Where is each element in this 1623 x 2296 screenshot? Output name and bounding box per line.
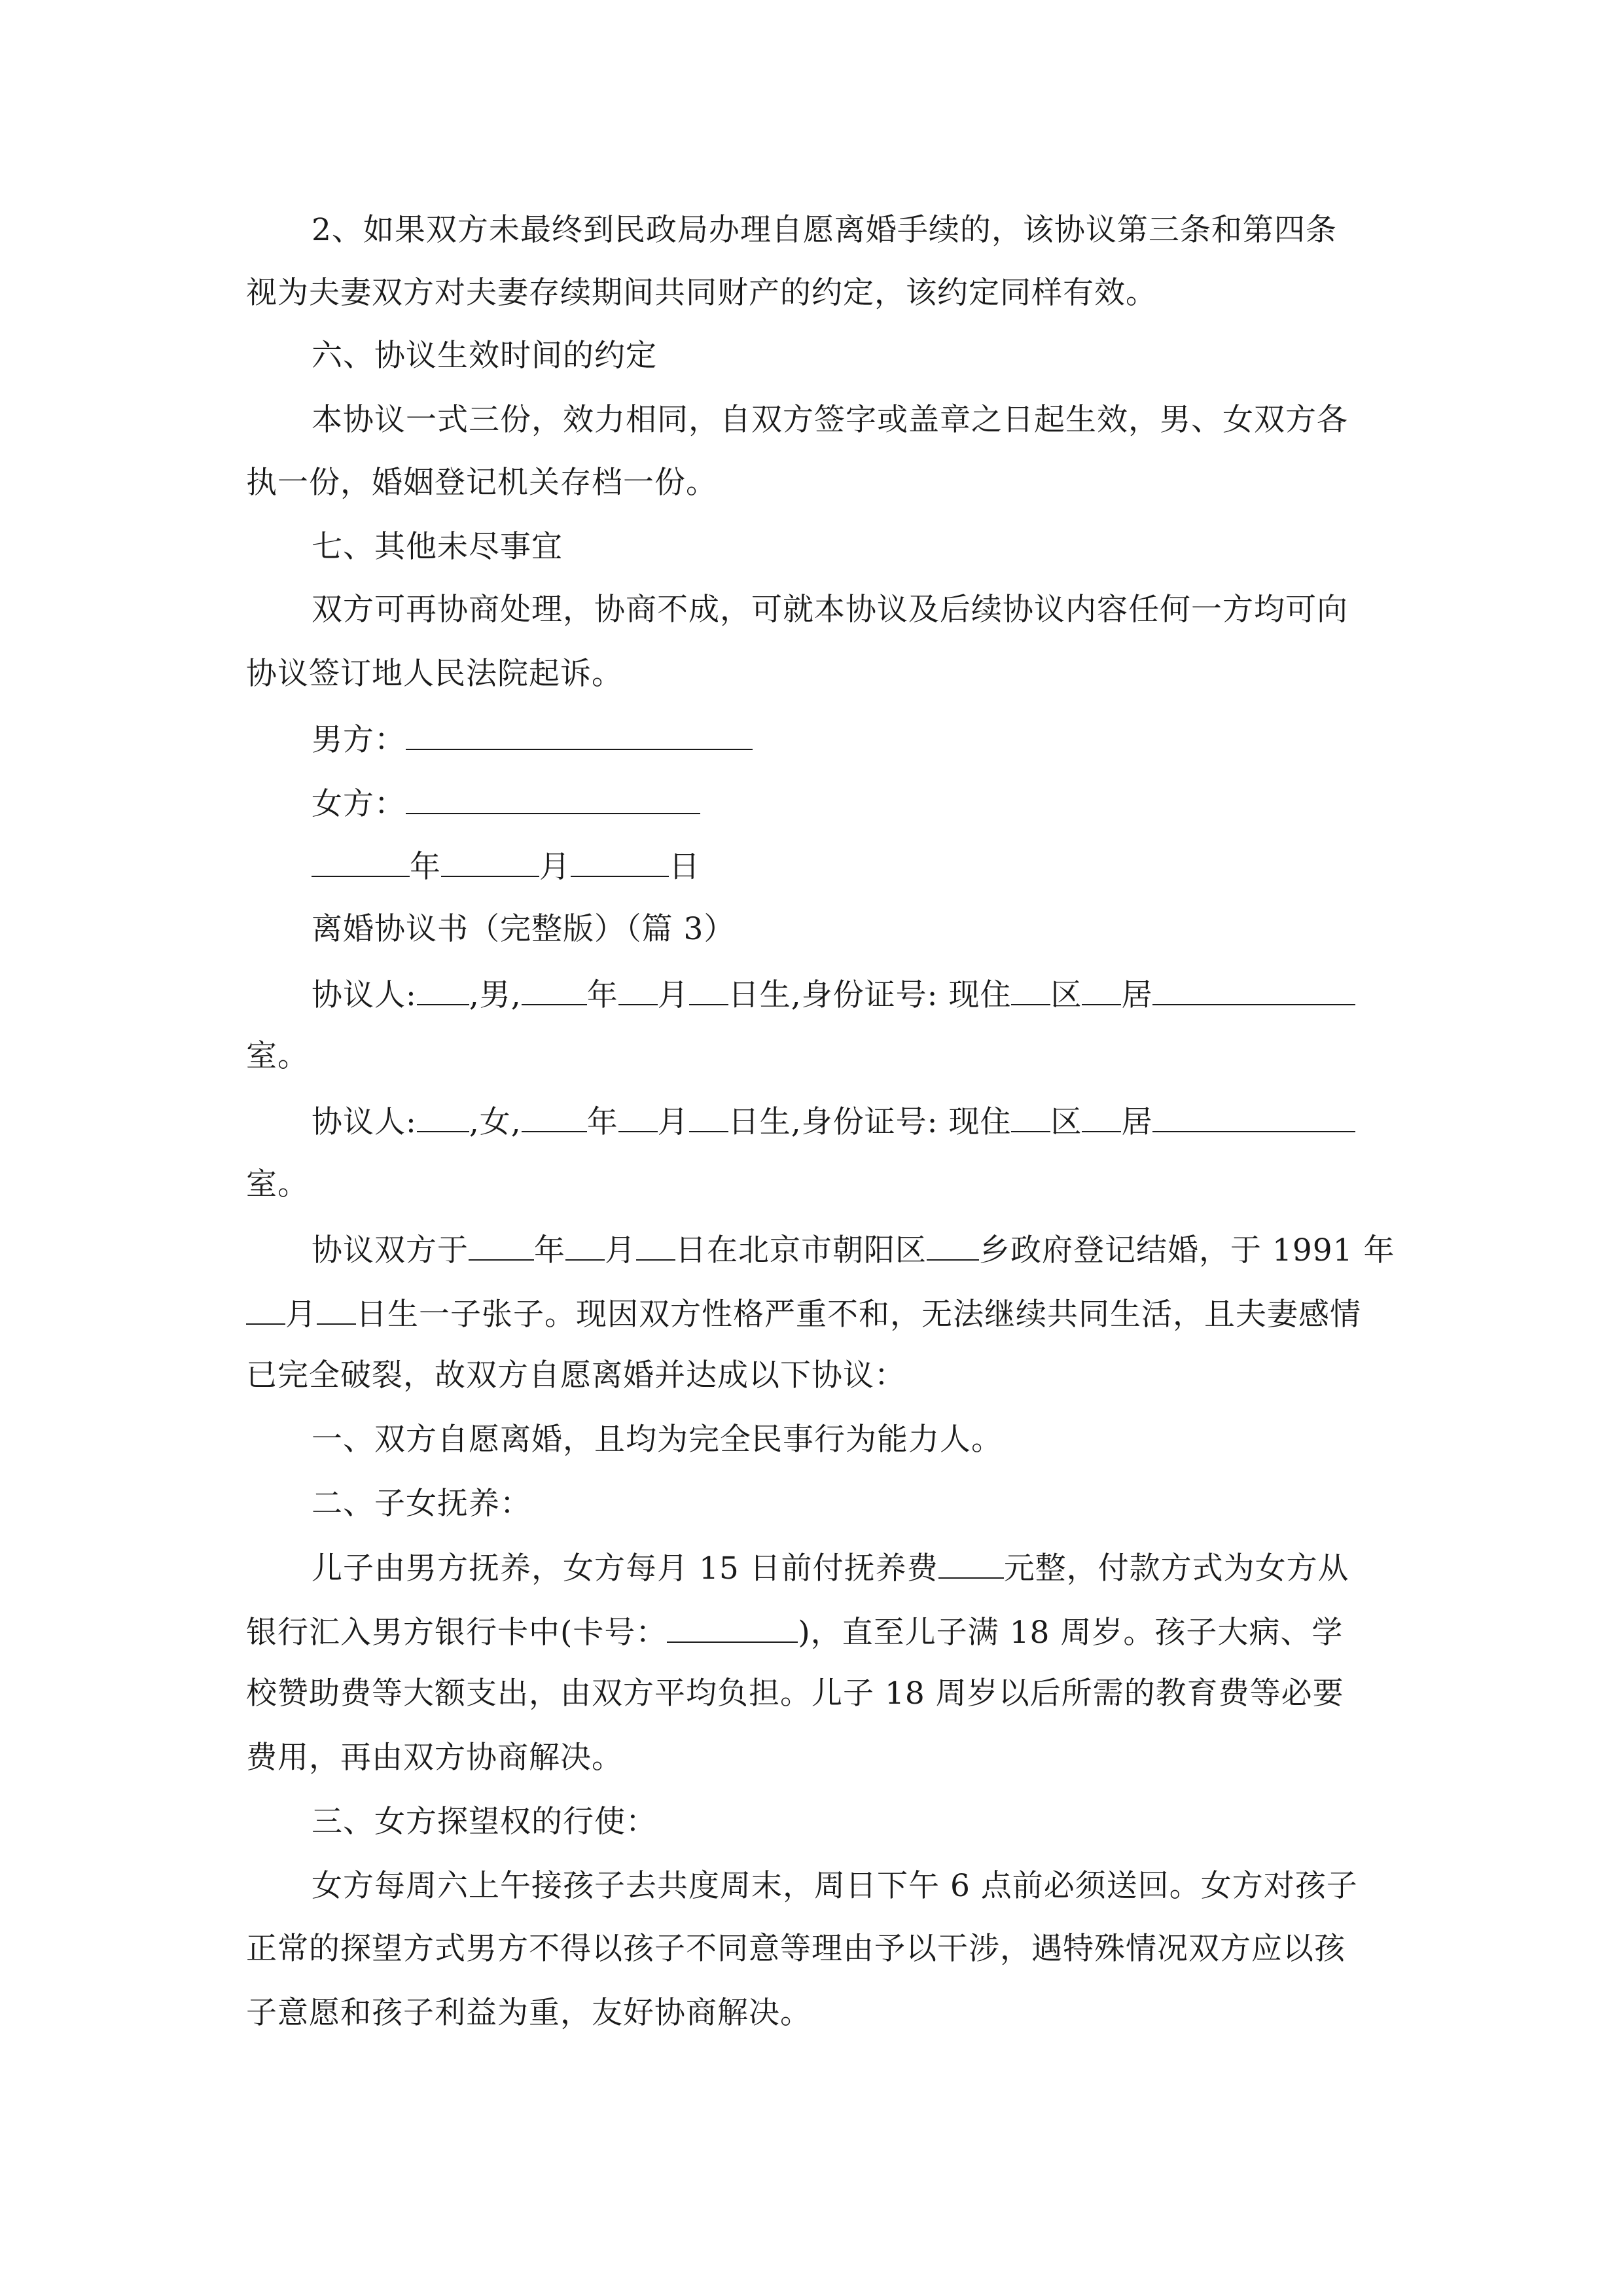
party1-year-blank[interactable] [522, 974, 587, 1005]
marriage-registration-text: 乡政府登记结婚，于 1991 年 [979, 1232, 1395, 1268]
marriage-month-label: 月 [605, 1232, 636, 1268]
party1-name-blank[interactable] [417, 974, 469, 1005]
paragraph-line: 已完全破裂，故双方自愿离婚并达成以下协议： [246, 1357, 906, 1393]
party1-gender: ,男, [469, 977, 522, 1013]
clause-3-title: 三、女方探望权的行使： [312, 1804, 657, 1840]
paragraph-line: 协议签订地人民法院起诉。 [246, 656, 623, 692]
bank-card-text: 银行汇入男方银行卡中(卡号： [246, 1615, 668, 1651]
party1-day-blank[interactable] [689, 974, 728, 1005]
party1-district-label: 区 [1050, 977, 1082, 1013]
signature-date-line [312, 846, 1444, 887]
marriage-day-blank[interactable] [636, 1229, 675, 1261]
child-support-line-1 [312, 1547, 1444, 1588]
party2-district-blank[interactable] [1011, 1101, 1050, 1132]
paragraph-line: 正常的探望方式男方不得以孩子不同意等理由予以干涉，遇特殊情况双方应以孩 [246, 1931, 1346, 1967]
section-heading: 七、其他未尽事宜 [312, 529, 563, 565]
year-label: 年 [410, 849, 441, 885]
section-title: 离婚协议书（完整版）（篇 3） [312, 911, 736, 947]
party2-label: 协议人: [312, 1104, 417, 1140]
child-support-payment-text: 元整，付款方式为女方从 [1003, 1551, 1349, 1587]
party2-residence-label: 居 [1121, 1104, 1153, 1140]
party2-year-blank[interactable] [522, 1101, 587, 1132]
male-signature-line [312, 719, 1444, 760]
birth-month-blank[interactable] [246, 1293, 285, 1325]
female-signature-label: 女方： [312, 786, 406, 822]
marriage-month-blank[interactable] [565, 1229, 605, 1261]
party1-district-blank[interactable] [1011, 974, 1050, 1005]
month-label: 月 [539, 849, 571, 885]
bank-card-number-blank[interactable] [667, 1611, 798, 1643]
party1-residence-blank[interactable] [1082, 974, 1121, 1005]
party2-name-blank[interactable] [417, 1101, 469, 1132]
female-signature-blank[interactable] [406, 783, 700, 814]
party1-label: 协议人: [312, 977, 417, 1013]
party2-address-blank[interactable] [1152, 1101, 1355, 1132]
party1-month-blank[interactable] [618, 974, 658, 1005]
party1-residence-label: 居 [1121, 977, 1153, 1013]
child-support-amount-blank[interactable] [938, 1547, 1004, 1579]
paragraph-line: 双方可再协商处理，协商不成，可就本协议及后续协议内容任何一方均可向 [312, 592, 1348, 628]
year-blank[interactable] [312, 846, 410, 877]
paragraph-line: 执一份，婚姻登记机关存档一份。 [246, 465, 717, 501]
male-signature-label: 男方： [312, 722, 406, 758]
section-heading: 六、协议生效时间的约定 [312, 338, 657, 374]
marriage-year-blank[interactable] [469, 1229, 534, 1261]
child-support-text: 儿子由男方抚养，女方每月 15 日前付抚养费 [312, 1551, 938, 1587]
birth-day-blank[interactable] [317, 1293, 356, 1325]
party2-district-label: 区 [1050, 1104, 1082, 1140]
party2-residence-blank[interactable] [1082, 1101, 1121, 1132]
paragraph-line: 子意愿和孩子利益为重，友好协商解决。 [246, 1995, 812, 2031]
day-label: 日 [669, 849, 700, 885]
child-support-line-2 [246, 1611, 1378, 1653]
party1-line [312, 974, 1444, 1015]
marriage-township-blank[interactable] [927, 1229, 979, 1261]
marriage-place-text: 日在北京市朝阳区 [675, 1232, 927, 1268]
birth-month-label: 月 [285, 1297, 317, 1333]
marriage-text: 协议双方于 [312, 1232, 469, 1268]
clause-2-title: 二、子女抚养： [312, 1486, 531, 1522]
clause-1: 一、双方自愿离婚，且均为完全民事行为能力人。 [312, 1422, 1003, 1458]
paragraph-line: 费用，再由双方协商解决。 [246, 1740, 623, 1776]
paragraph-line: 校赞助费等大额支出，由双方平均负担。儿子 18 周岁以后所需的教育费等必要 [246, 1676, 1344, 1712]
marriage-line-2 [246, 1293, 1378, 1335]
female-signature-line [312, 783, 1444, 824]
paragraph-line: 本协议一式三份，效力相同，自双方签字或盖章之日起生效，男、女双方各 [312, 402, 1348, 438]
party1-id-text: 日生,身份证号: 现住 [728, 977, 1012, 1013]
party2-line [312, 1101, 1444, 1142]
marriage-reason-text: 日生一子张子。现因双方性格严重不和，无法继续共同生活，且夫妻感情 [356, 1297, 1361, 1333]
day-blank[interactable] [571, 846, 669, 877]
party2-month-blank[interactable] [618, 1101, 658, 1132]
party2-day-blank[interactable] [689, 1101, 728, 1132]
marriage-line-1 [312, 1229, 1444, 1270]
party2-month-label: 月 [657, 1104, 689, 1140]
paragraph-line: 2、如果双方未最终到民政局办理自愿离婚手续的，该协议第三条和第四条 [312, 212, 1337, 248]
party2-room: 室。 [246, 1166, 309, 1202]
paragraph-line: 女方每周六上午接孩子去共度周末，周日下午 6 点前必须送回。女方对孩子 [312, 1868, 1358, 1904]
party2-gender: ,女, [469, 1104, 522, 1140]
marriage-year-label: 年 [534, 1232, 565, 1268]
child-age-text: )，直至儿子满 18 周岁。孩子大病、学 [798, 1615, 1344, 1651]
party2-id-text: 日生,身份证号: 现住 [728, 1104, 1012, 1140]
party2-year-label: 年 [586, 1104, 618, 1140]
party1-room: 室。 [246, 1038, 309, 1074]
male-signature-blank[interactable] [406, 719, 753, 750]
month-blank[interactable] [441, 846, 539, 877]
party1-address-blank[interactable] [1152, 974, 1355, 1005]
party1-month-label: 月 [657, 977, 689, 1013]
paragraph-line: 视为夫妻双方对夫妻存续期间共同财产的约定，该约定同样有效。 [246, 275, 1157, 311]
party1-year-label: 年 [586, 977, 618, 1013]
